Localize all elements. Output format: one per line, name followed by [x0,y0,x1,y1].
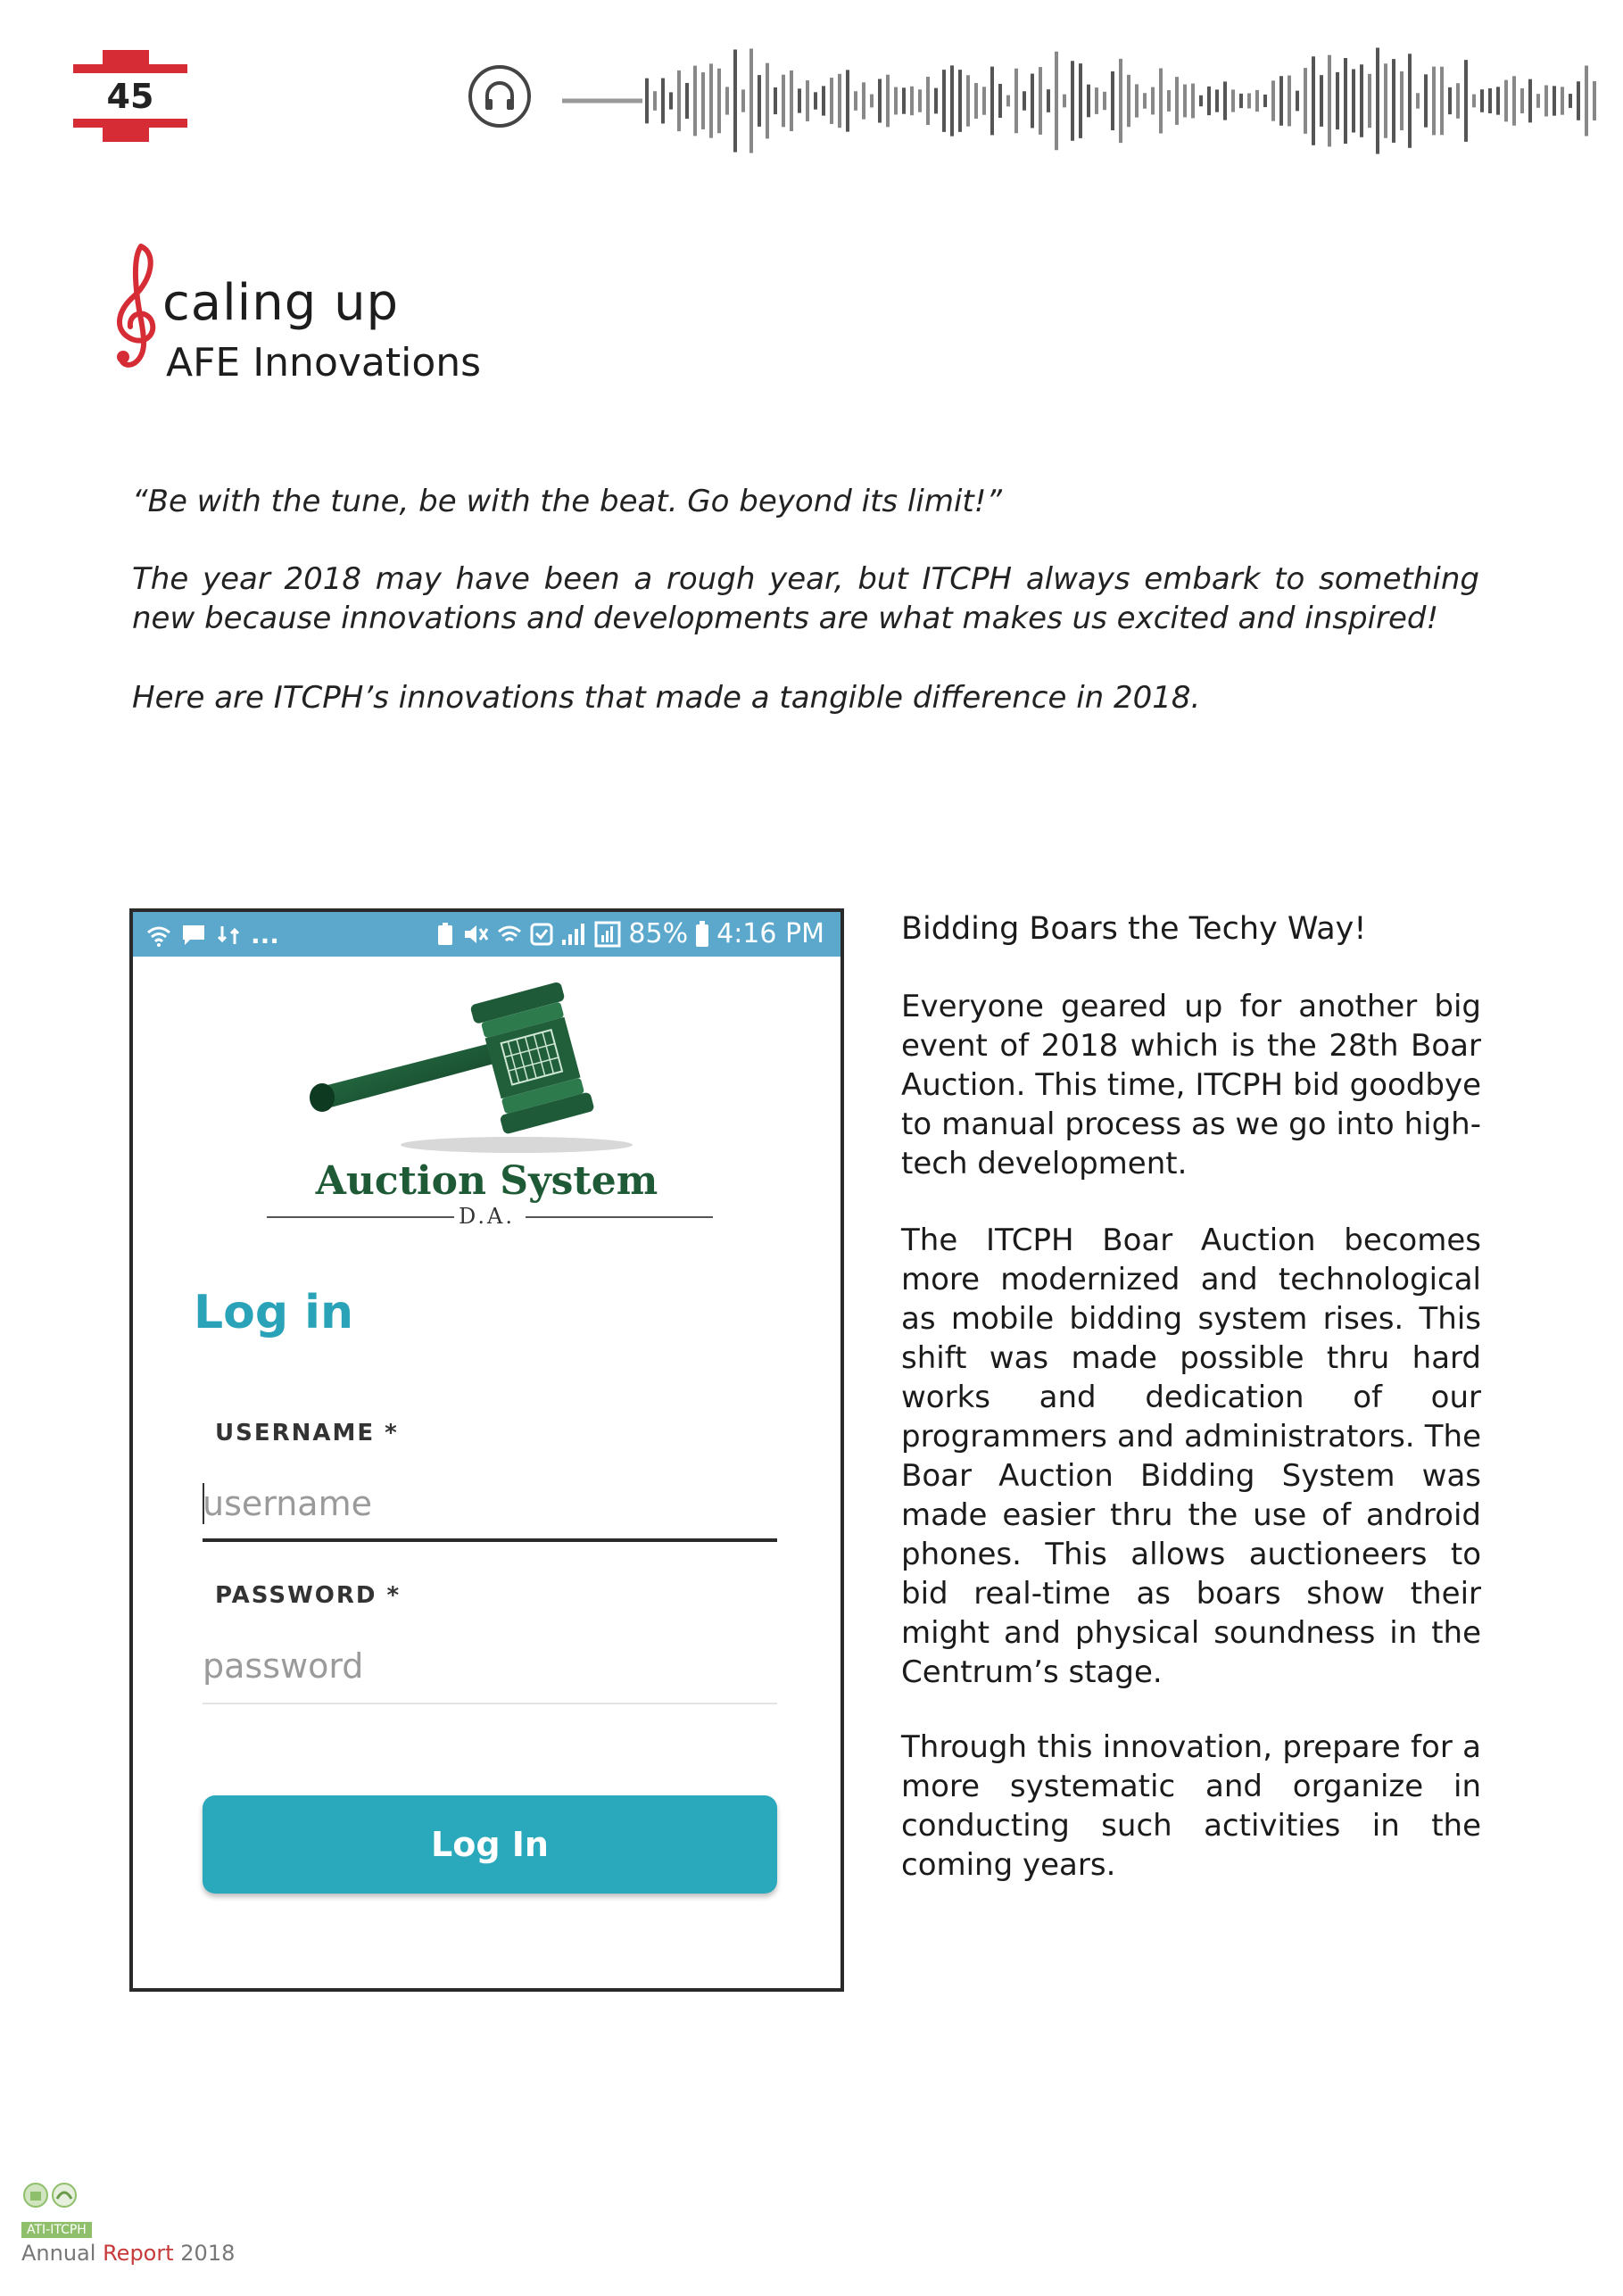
clock: 4:16 PM [716,918,824,949]
footer-word: Report [103,2241,174,2266]
notification-icon [530,923,553,946]
badge-notch-bottom [103,128,149,142]
battery-saver-icon [435,922,455,947]
logo-wordmark: Auction System [315,1158,658,1204]
footer-year: 2018 [180,2241,236,2266]
signal-box-icon [594,921,621,948]
status-bar [133,912,840,957]
username-field[interactable] [203,1474,777,1542]
gavel-logo [302,973,677,1160]
message-icon [181,924,206,947]
data-transfer-icon [215,923,242,948]
page-number: 45 [106,77,154,116]
badge-notch-top [103,50,149,64]
login-button[interactable]: Log In [203,1795,777,1894]
password-field[interactable] [203,1637,777,1704]
institution-logo [21,2177,84,2218]
section-subtitle: AFE Innovations [166,340,482,385]
wifi-icon [145,924,172,947]
mute-icon [462,922,489,947]
article-paragraph: Everyone geared up for another big event of 2018 which is the 28th Boar Auction. This time, ITCPH bid goodbye to manual process as we go into high-tech development. [901,989,1481,1181]
username-label: USERNAME * [215,1420,399,1446]
password-label: PASSWORD * [215,1582,402,1609]
logo-divider [526,1216,713,1218]
status-bar-left [145,919,279,951]
status-bar-right [435,917,824,951]
treble-clef-icon [105,239,168,373]
signal-icon [560,922,587,947]
battery-icon [695,921,709,948]
wifi-calling-icon [496,923,523,946]
status-more: ... [251,920,279,949]
headphones-icon [468,65,531,128]
footer-annual-report [21,2240,235,2267]
login-heading: Log in [194,1286,354,1339]
phone-screenshot [129,908,844,1992]
footer-tag: ATI-ITCPH [21,2222,92,2238]
footer-word: Annual [21,2241,96,2266]
intro-paragraph: The year 2018 may have been a rough year, but ITCPH always embark to something new because innovations and developments are what makes us excited and inspired! [132,561,1479,636]
intro-paragraph: Here are ITCPH’s innovations that made a tangible difference in 2018. [132,680,1201,716]
intro-quote: “Be with the tune, be with the beat. Go beyond its limit!” [132,484,1002,519]
badge-bar-top [73,64,187,73]
section-title: caling up [162,274,400,332]
audio-waveform [562,27,1606,170]
text-cursor [203,1483,204,1524]
article-title: Bidding Boars the Techy Way! [901,911,1367,947]
logo-suffix: D.A. [459,1204,515,1229]
badge-bar-bottom [73,119,187,128]
battery-percent: 85% [628,918,689,949]
article-paragraph: Through this innovation, prepare for a more systematic and organize in conducting such activities in the coming years. [901,1729,1481,1883]
article-paragraph: The ITCPH Boar Auction becomes more modernized and technological as mobile bidding system rises. This shift was made possible thru hard works and dedication of our programmers and administrators. The Boar Auction Bidding System was made easier thru the use of android phones. This allows auctioneers to bid real-time as boars show their might and physical soundness in the Centrum’s stage. [901,1223,1481,1690]
